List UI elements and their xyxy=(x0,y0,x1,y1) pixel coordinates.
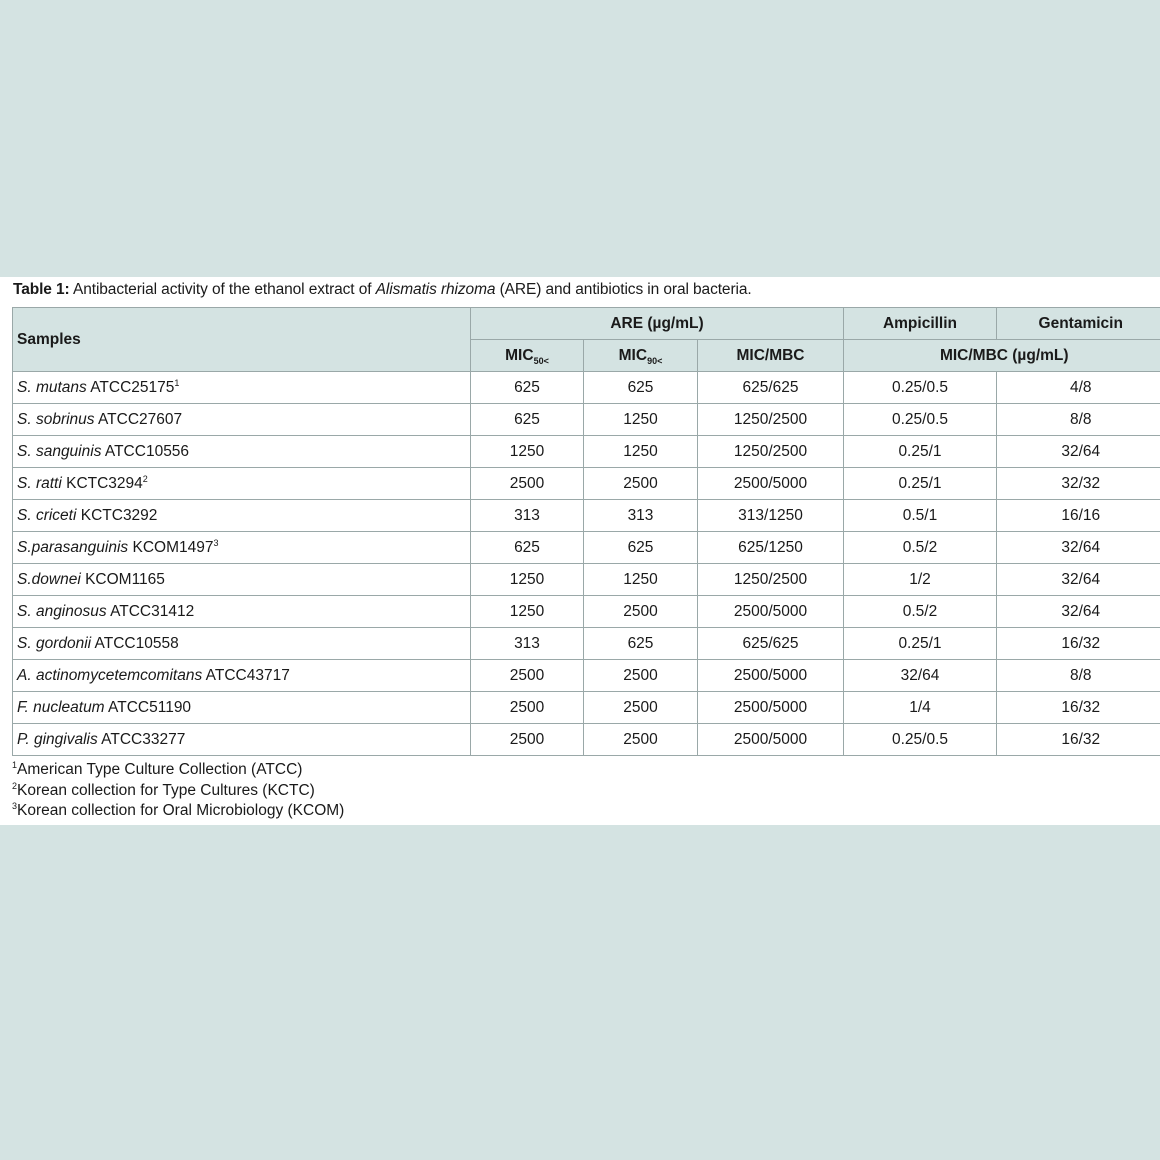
caption-label: Table 1: xyxy=(13,281,70,298)
caption-text-before: Antibacterial activity of the ethanol extract of xyxy=(69,281,376,298)
gentamicin-cell: 16/32 xyxy=(997,692,1160,724)
footnote-text: American Type Culture Collection (ATCC) xyxy=(17,761,303,778)
mic90-subscript: 90< xyxy=(647,355,663,366)
table-row xyxy=(13,436,1160,468)
sample-footnote-mark: 3 xyxy=(213,537,219,548)
gentamicin-header: Gentamicin xyxy=(997,308,1160,340)
mic50-cell: 625 xyxy=(471,532,584,564)
mic-mbc-header: MIC/MBC xyxy=(698,340,844,372)
sample-cell xyxy=(13,372,471,404)
mic90-header xyxy=(584,340,698,372)
mic90-cell: 2500 xyxy=(584,724,698,756)
mic-mbc-cell: 625/1250 xyxy=(698,532,844,564)
mic50-label: MIC xyxy=(505,346,534,364)
sample-cell xyxy=(13,564,471,596)
table-row xyxy=(13,372,1160,404)
mic90-cell: 625 xyxy=(584,628,698,660)
table-row xyxy=(13,692,1160,724)
gentamicin-cell: 8/8 xyxy=(997,660,1160,692)
ampicillin-cell: 0.5/2 xyxy=(844,532,997,564)
ampicillin-header: Ampicillin xyxy=(844,308,997,340)
mic-mbc-cell: 1250/2500 xyxy=(698,436,844,468)
mic90-cell: 2500 xyxy=(584,660,698,692)
sample-cell xyxy=(13,628,471,660)
ampicillin-cell: 0.25/0.5 xyxy=(844,404,997,436)
mic-mbc-cell: 2500/5000 xyxy=(698,468,844,500)
sample-species: A. actinomycetemcomitans xyxy=(17,666,203,684)
sample-cell xyxy=(13,660,471,692)
mic90-cell: 313 xyxy=(584,500,698,532)
header-row-1 xyxy=(13,308,1160,340)
table-row xyxy=(13,468,1160,500)
sample-strain: KCTC3294 xyxy=(61,474,143,492)
mic90-cell: 1250 xyxy=(584,404,698,436)
mic-mbc-cell: 625/625 xyxy=(698,628,844,660)
mic-mbc-cell: 2500/5000 xyxy=(698,596,844,628)
table-row xyxy=(13,564,1160,596)
sample-strain: KCTC3292 xyxy=(76,506,158,524)
ampicillin-cell: 1/4 xyxy=(844,692,997,724)
gentamicin-cell: 4/8 xyxy=(997,372,1160,404)
gentamicin-cell: 16/16 xyxy=(997,500,1160,532)
mic50-cell: 1250 xyxy=(471,596,584,628)
mic90-cell: 2500 xyxy=(584,596,698,628)
sample-strain: ATCC31412 xyxy=(106,602,195,620)
mic50-cell: 625 xyxy=(471,372,584,404)
mic50-cell: 2500 xyxy=(471,724,584,756)
sample-strain: ATCC27607 xyxy=(94,410,183,428)
mic90-cell: 2500 xyxy=(584,692,698,724)
sample-strain: ATCC10558 xyxy=(91,634,179,652)
sample-strain: KCOM1497 xyxy=(128,538,214,556)
mic50-cell: 1250 xyxy=(471,436,584,468)
sample-species: F. nucleatum xyxy=(17,698,105,716)
sample-cell xyxy=(13,436,471,468)
mic90-cell: 1250 xyxy=(584,436,698,468)
table-body xyxy=(13,372,1160,756)
mic50-subscript: 50< xyxy=(533,355,549,366)
mic90-cell: 2500 xyxy=(584,468,698,500)
sample-cell xyxy=(13,724,471,756)
gentamicin-cell: 32/64 xyxy=(997,564,1160,596)
mic-mbc-cell: 2500/5000 xyxy=(698,660,844,692)
mic90-cell: 625 xyxy=(584,532,698,564)
mic-mbc-cell: 2500/5000 xyxy=(698,692,844,724)
sample-species: P. gingivalis xyxy=(17,730,98,748)
gentamicin-cell: 32/64 xyxy=(997,532,1160,564)
ampicillin-cell: 32/64 xyxy=(844,660,997,692)
sample-strain: ATCC43717 xyxy=(202,666,290,684)
footnote xyxy=(12,781,344,802)
caption-text-after: (ARE) and antibiotics in oral bacteria. xyxy=(495,281,752,298)
mic-mbc-cell: 1250/2500 xyxy=(698,564,844,596)
results-table xyxy=(12,307,1160,756)
sample-strain: ATCC33277 xyxy=(97,730,186,748)
sample-cell xyxy=(13,596,471,628)
mic90-label: MIC xyxy=(618,346,648,364)
footnote-mark: 2 xyxy=(12,780,18,791)
table-row xyxy=(13,532,1160,564)
footnote xyxy=(12,760,344,781)
sample-strain: ATCC51190 xyxy=(104,698,192,716)
footnote-text: Korean collection for Oral Microbiology (KCOM) xyxy=(17,802,345,819)
ampicillin-cell: 0.25/1 xyxy=(844,468,997,500)
mic-mbc-cell: 625/625 xyxy=(698,372,844,404)
table-row xyxy=(13,500,1160,532)
mic50-cell: 2500 xyxy=(471,660,584,692)
table-row xyxy=(13,724,1160,756)
sample-species: S. gordonii xyxy=(17,634,92,652)
footnote-mark: 1 xyxy=(12,760,18,770)
gentamicin-cell: 32/32 xyxy=(997,468,1160,500)
gentamicin-cell: 32/64 xyxy=(997,596,1160,628)
mic-mbc-cell: 1250/2500 xyxy=(698,404,844,436)
caption-italic: Alismatis rhizoma xyxy=(375,281,496,298)
sample-species: S. sanguinis xyxy=(17,442,102,460)
sample-cell xyxy=(13,500,471,532)
mic50-cell: 625 xyxy=(471,404,584,436)
ampicillin-cell: 0.25/0.5 xyxy=(844,372,997,404)
table-panel xyxy=(0,277,1160,825)
sample-footnote-mark: 2 xyxy=(142,473,148,484)
table-row xyxy=(13,628,1160,660)
samples-header: Samples xyxy=(13,308,471,372)
gentamicin-cell: 8/8 xyxy=(997,404,1160,436)
mic50-header xyxy=(471,340,584,372)
are-header: ARE (µg/mL) xyxy=(471,308,844,340)
mic50-cell: 313 xyxy=(471,628,584,660)
mic50-cell: 2500 xyxy=(471,468,584,500)
gentamicin-cell: 32/64 xyxy=(997,436,1160,468)
sample-species: S. sobrinus xyxy=(17,410,95,428)
sample-strain: ATCC25175 xyxy=(86,378,175,396)
sample-species: S.parasanguinis xyxy=(17,538,129,556)
footnote xyxy=(12,801,344,822)
mic50-cell: 2500 xyxy=(471,692,584,724)
sample-strain: ATCC10556 xyxy=(101,442,190,460)
ampicillin-cell: 0.25/0.5 xyxy=(844,724,997,756)
sample-strain: KCOM1165 xyxy=(80,570,165,588)
sample-cell xyxy=(13,468,471,500)
table-row xyxy=(13,596,1160,628)
gentamicin-cell: 16/32 xyxy=(997,628,1160,660)
footnote-mark: 3 xyxy=(12,801,18,811)
ampicillin-cell: 1/2 xyxy=(844,564,997,596)
sample-species: S.downei xyxy=(17,570,81,588)
sample-cell xyxy=(13,532,471,564)
ampicillin-cell: 0.5/2 xyxy=(844,596,997,628)
footnote-text: Korean collection for Type Cultures (KCTC) xyxy=(17,781,315,799)
mic-mbc-cell: 2500/5000 xyxy=(698,724,844,756)
sample-species: S. ratti xyxy=(17,474,62,492)
sample-species: S. criceti xyxy=(17,506,77,524)
sample-cell xyxy=(13,692,471,724)
sample-footnote-mark: 1 xyxy=(174,377,180,388)
sample-species: S. mutans xyxy=(17,378,87,396)
table-row xyxy=(13,660,1160,692)
gentamicin-cell: 16/32 xyxy=(997,724,1160,756)
mic90-cell: 1250 xyxy=(584,564,698,596)
ampicillin-cell: 0.25/1 xyxy=(844,436,997,468)
sample-cell xyxy=(13,404,471,436)
footnotes xyxy=(12,760,344,822)
ampicillin-cell: 0.5/1 xyxy=(844,500,997,532)
mic50-cell: 313 xyxy=(471,500,584,532)
mic90-cell: 625 xyxy=(584,372,698,404)
table-caption xyxy=(13,281,752,299)
mic-mbc-cell: 313/1250 xyxy=(698,500,844,532)
mic-mbc-unit-header: MIC/MBC (µg/mL) xyxy=(844,340,1160,372)
ampicillin-cell: 0.25/1 xyxy=(844,628,997,660)
sample-species: S. anginosus xyxy=(17,602,107,620)
table-row xyxy=(13,404,1160,436)
mic50-cell: 1250 xyxy=(471,564,584,596)
